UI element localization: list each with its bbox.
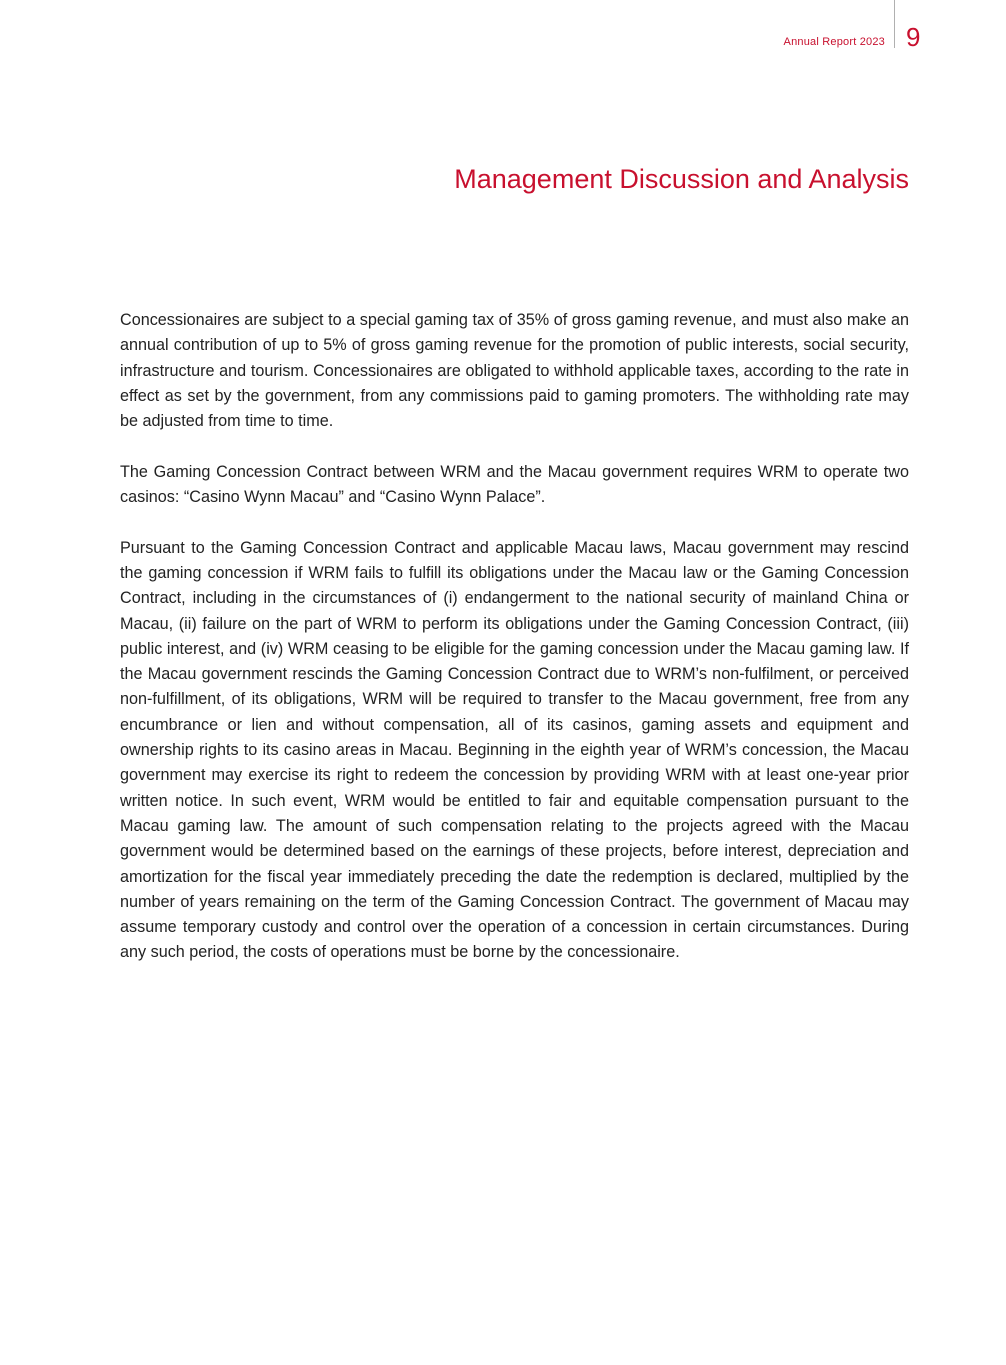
body-text: [120, 308, 909, 991]
paragraph-gaming-tax: Concessionaires are subject to a special gaming tax of 35% of gross gaming revenue, and must also make an annual contribution of up to 5% of gross gaming revenue for the promotion of public interests, social security, infrastructure and tourism. Concessionaires are obligated to withhold applicable taxes, according to the rate in effect as set by the government, from any commissions paid to gaming promoters. The withholding rate may be adjusted from time to time.: [120, 311, 909, 431]
page-number: 9: [906, 22, 921, 52]
page-header: [0, 0, 1006, 60]
report-title: Annual Report 2023: [783, 36, 885, 48]
paragraph-casinos: The Gaming Concession Contract between WRM and the Macau government requires WRM to operate two casinos: “Casino Wynn Macau” and “Casino Wynn Palace”.: [120, 462, 909, 507]
section-title: Management Discussion and Analysis: [454, 164, 909, 194]
paragraph-rescission: Pursuant to the Gaming Concession Contract and applicable Macau laws, Macau government may rescind the gaming concession if WRM fails to fulfill its obligations under the Macau law or the Gaming Concession Contract, including in the circumstances of (i) endangerment to the national security of mainland China or Macau, (ii) failure on the part of WRM to perform its obligations under the Gaming Concession Contract, (iii) public interest, and (iv) WRM ceasing to be eligible for the gaming concession under the Macau gaming law. If the Macau government rescinds the Gaming Concession Contract due to WRM’s non-fulfilment, or perceived non-fulfillment, of its obligations, WRM will be required to transfer to the Macau government, free from any encumbrance or lien and without compensation, all of its casinos, gaming assets and equipment and ownership rights to its casino areas in Macau. Beginning in the eighth year of WRM’s concession, the Macau government may exercise its right to redeem the concession by providing WRM with at least one-year prior written notice. In such event, WRM would be entitled to fair and equitable compensation pursuant to the Macau gaming law. The amount of such compensation relating to the projects agreed with the Macau government would be determined based on the earnings of these projects, before interest, depreciation and amortization for the fiscal year immediately preceding the date the redemption is declared, multiplied by the number of years remaining on the term of the Gaming Concession Contract. The government of Macau may assume temporary custody and control over the operation of a concession in certain circumstances. During any such period, the costs of operations must be borne by the concessionaire.: [120, 538, 909, 962]
header-divider: [894, 0, 895, 48]
